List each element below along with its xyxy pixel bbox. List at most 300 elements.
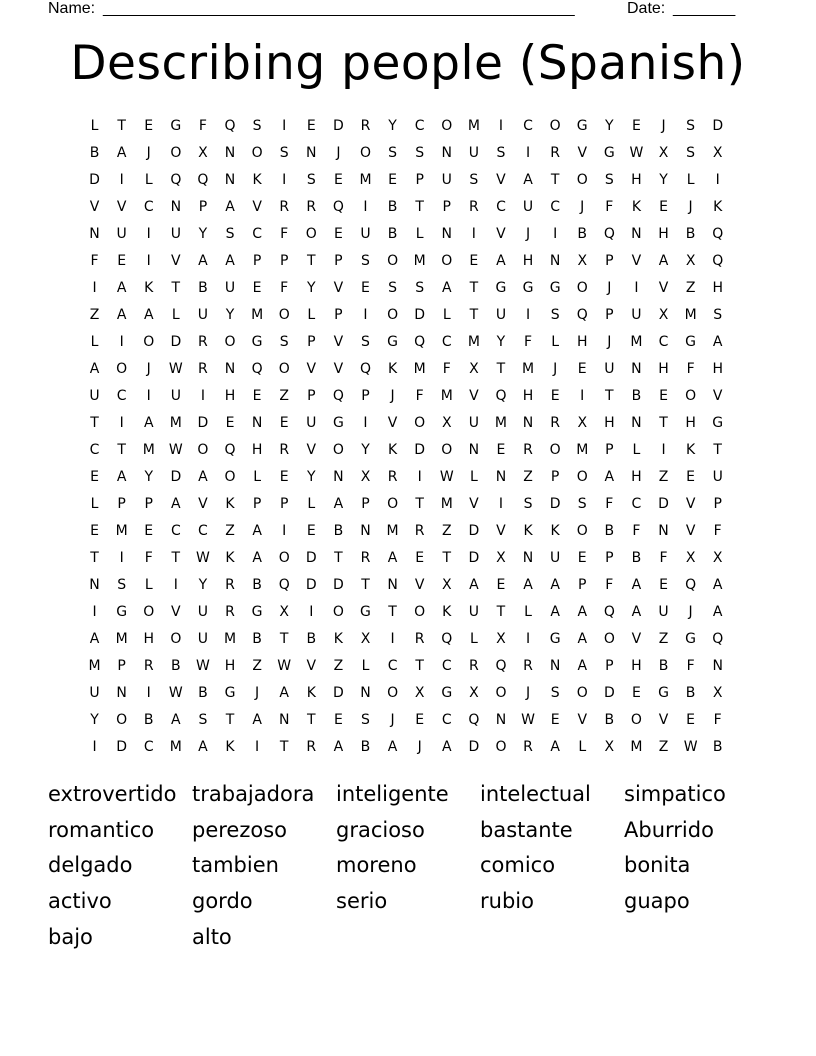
grid-letter[interactable]: F	[198, 118, 207, 134]
grid-letter[interactable]: R	[387, 469, 398, 485]
grid-letter[interactable]: D	[197, 415, 209, 431]
grid-letter[interactable]: R	[225, 604, 235, 620]
grid-letter[interactable]: L	[253, 469, 262, 485]
grid-letter[interactable]: J	[390, 712, 395, 728]
grid-letter[interactable]: E	[333, 712, 343, 728]
grid-letter[interactable]: T	[117, 442, 126, 458]
grid-letter[interactable]: A	[550, 604, 560, 620]
grid-letter[interactable]: J	[607, 280, 612, 296]
grid-letter[interactable]: G	[224, 685, 236, 701]
grid-letter[interactable]: Y	[198, 577, 208, 593]
grid-letter[interactable]: O	[495, 739, 507, 755]
grid-letter[interactable]: S	[361, 712, 370, 728]
grid-letter[interactable]: I	[92, 604, 97, 620]
grid-letter[interactable]: N	[306, 145, 317, 161]
grid-letter[interactable]: W	[196, 550, 210, 566]
grid-letter[interactable]: A	[631, 604, 642, 620]
grid-letter[interactable]: P	[361, 388, 370, 404]
grid-letter[interactable]: A	[171, 496, 181, 512]
grid-letter[interactable]: Y	[144, 469, 154, 485]
grid-letter[interactable]: K	[550, 523, 560, 539]
grid-letter[interactable]: A	[712, 334, 723, 350]
grid-letter[interactable]: P	[605, 658, 614, 674]
grid-letter[interactable]: B	[387, 199, 398, 215]
grid-letter[interactable]: T	[605, 388, 614, 404]
grid-letter[interactable]: N	[549, 253, 561, 269]
grid-letter[interactable]: W	[629, 145, 644, 161]
grid-letter[interactable]: D	[89, 172, 100, 188]
grid-letter[interactable]: R	[225, 577, 235, 593]
grid-letter[interactable]: O	[224, 334, 236, 350]
grid-letter[interactable]: K	[631, 199, 642, 215]
grid-letter[interactable]: G	[603, 145, 615, 161]
grid-letter[interactable]: U	[170, 226, 181, 242]
grid-letter[interactable]: U	[197, 307, 209, 323]
grid-letter[interactable]: K	[713, 199, 723, 215]
grid-letter[interactable]: E	[550, 388, 560, 404]
grid-letter[interactable]: A	[441, 280, 452, 296]
grid-letter[interactable]: T	[225, 712, 235, 728]
grid-letter[interactable]: U	[89, 685, 100, 701]
grid-letter[interactable]: S	[252, 118, 262, 134]
grid-letter[interactable]: X	[658, 307, 669, 323]
grid-letter[interactable]: Z	[685, 280, 696, 296]
grid-letter[interactable]: A	[469, 577, 479, 593]
grid-letter[interactable]: I	[119, 172, 124, 188]
grid-letter[interactable]: F	[713, 712, 722, 728]
grid-letter[interactable]: U	[306, 415, 317, 431]
grid-letter[interactable]: K	[306, 685, 316, 701]
grid-letter[interactable]: A	[550, 739, 560, 755]
grid-letter[interactable]: A	[143, 415, 154, 431]
grid-letter[interactable]: S	[388, 145, 398, 161]
grid-letter[interactable]: Z	[658, 739, 669, 755]
grid-letter[interactable]: I	[498, 496, 504, 512]
grid-letter[interactable]: Q	[359, 361, 371, 377]
grid-letter[interactable]: K	[523, 523, 533, 539]
grid-letter[interactable]: R	[523, 442, 533, 458]
grid-letter[interactable]: P	[605, 442, 614, 458]
grid-letter[interactable]: E	[279, 469, 289, 485]
grid-letter[interactable]: E	[659, 388, 668, 404]
grid-letter[interactable]: J	[146, 361, 151, 377]
grid-letter[interactable]: E	[279, 415, 289, 431]
grid-letter[interactable]: N	[224, 145, 236, 161]
grid-letter[interactable]: N	[495, 469, 507, 485]
grid-letter[interactable]: X	[360, 631, 371, 647]
grid-letter[interactable]: T	[415, 496, 424, 512]
grid-letter[interactable]: P	[198, 199, 208, 215]
grid-letter[interactable]: I	[146, 685, 151, 701]
grid-letter[interactable]: C	[523, 118, 533, 134]
grid-letter[interactable]: I	[119, 550, 124, 566]
grid-letter[interactable]: S	[577, 496, 587, 512]
grid-letter[interactable]: A	[712, 604, 723, 620]
grid-letter[interactable]: H	[522, 253, 534, 269]
grid-letter[interactable]: P	[252, 496, 262, 512]
grid-letter[interactable]: C	[550, 199, 561, 215]
grid-letter[interactable]: E	[550, 712, 560, 728]
grid-letter[interactable]: R	[550, 415, 560, 431]
grid-letter[interactable]: A	[89, 361, 100, 377]
grid-letter[interactable]: W	[277, 658, 292, 674]
grid-letter[interactable]: N	[170, 199, 182, 215]
grid-letter[interactable]: X	[712, 685, 723, 701]
grid-letter[interactable]: X	[577, 415, 588, 431]
grid-letter[interactable]: F	[713, 523, 722, 539]
grid-letter[interactable]: M	[359, 172, 372, 188]
grid-letter[interactable]: G	[441, 685, 453, 701]
grid-letter[interactable]: B	[143, 712, 154, 728]
grid-letter[interactable]: K	[225, 496, 235, 512]
grid-letter[interactable]: A	[116, 307, 127, 323]
grid-letter[interactable]: I	[363, 199, 368, 215]
grid-letter[interactable]: F	[90, 253, 99, 269]
grid-letter[interactable]: M	[115, 523, 128, 539]
grid-letter[interactable]: I	[173, 577, 178, 593]
grid-letter[interactable]: O	[116, 361, 128, 377]
grid-letter[interactable]: O	[116, 712, 128, 728]
grid-letter[interactable]: E	[496, 442, 506, 458]
grid-letter[interactable]: U	[522, 199, 534, 215]
grid-letter[interactable]: G	[251, 334, 263, 350]
grid-letter[interactable]: V	[469, 388, 479, 404]
grid-letter[interactable]: J	[688, 199, 693, 215]
grid-letter[interactable]: R	[468, 199, 479, 215]
grid-letter[interactable]: S	[361, 334, 370, 350]
grid-letter[interactable]: E	[388, 172, 397, 188]
grid-letter[interactable]: P	[605, 307, 614, 323]
grid-letter[interactable]: Z	[523, 469, 533, 485]
grid-letter[interactable]: N	[549, 658, 561, 674]
grid-letter[interactable]: R	[414, 631, 425, 647]
grid-letter[interactable]: X	[496, 631, 506, 647]
grid-letter[interactable]: G	[170, 118, 182, 134]
grid-letter[interactable]: L	[144, 577, 153, 593]
grid-letter[interactable]: U	[224, 280, 236, 296]
grid-letter[interactable]: L	[686, 172, 695, 188]
grid-letter[interactable]: O	[685, 388, 697, 404]
grid-letter[interactable]: N	[468, 442, 480, 458]
grid-letter[interactable]: N	[360, 523, 371, 539]
grid-letter[interactable]: R	[360, 550, 371, 566]
grid-letter[interactable]: R	[198, 361, 208, 377]
grid-letter[interactable]: S	[225, 226, 235, 242]
grid-letter[interactable]: I	[471, 226, 476, 242]
grid-letter[interactable]: E	[333, 172, 343, 188]
grid-letter[interactable]: K	[144, 280, 154, 296]
grid-letter[interactable]: T	[469, 280, 479, 296]
grid-letter[interactable]: I	[92, 739, 97, 755]
grid-letter[interactable]: W	[683, 739, 698, 755]
grid-letter[interactable]: I	[363, 307, 368, 323]
grid-letter[interactable]: M	[440, 496, 453, 512]
grid-letter[interactable]: Y	[307, 469, 316, 485]
grid-letter[interactable]: U	[468, 415, 479, 431]
grid-letter[interactable]: Q	[712, 631, 724, 647]
grid-letter[interactable]: V	[306, 442, 317, 458]
grid-letter[interactable]: V	[469, 496, 479, 512]
grid-letter[interactable]: K	[442, 604, 452, 620]
grid-letter[interactable]: V	[577, 712, 588, 728]
grid-letter[interactable]: S	[279, 145, 289, 161]
grid-letter[interactable]: W	[168, 685, 183, 701]
grid-letter[interactable]: P	[334, 307, 343, 323]
grid-letter[interactable]: O	[305, 226, 317, 242]
grid-letter[interactable]: W	[196, 658, 210, 674]
grid-letter[interactable]: V	[333, 334, 344, 350]
grid-letter[interactable]: D	[658, 496, 669, 512]
grid-letter[interactable]: M	[386, 523, 399, 539]
grid-letter[interactable]: M	[413, 253, 426, 269]
grid-letter[interactable]: E	[90, 469, 99, 485]
grid-letter[interactable]: V	[496, 172, 506, 188]
grid-letter[interactable]: M	[576, 442, 589, 458]
grid-letter[interactable]: Q	[251, 361, 263, 377]
grid-letter[interactable]: U	[197, 631, 209, 647]
grid-letter[interactable]: A	[198, 469, 208, 485]
grid-letter[interactable]: L	[415, 226, 424, 242]
grid-letter[interactable]: J	[553, 361, 558, 377]
grid-letter[interactable]: B	[685, 685, 696, 701]
grid-letter[interactable]: I	[282, 118, 287, 134]
grid-letter[interactable]: M	[169, 415, 182, 431]
grid-letter[interactable]: B	[252, 577, 262, 593]
grid-letter[interactable]: A	[577, 631, 588, 647]
grid-letter[interactable]: H	[712, 361, 723, 377]
grid-letter[interactable]: D	[333, 118, 344, 134]
grid-letter[interactable]: M	[684, 307, 697, 323]
grid-letter[interactable]: E	[686, 712, 696, 728]
grid-letter[interactable]: V	[89, 199, 100, 215]
grid-letter[interactable]: K	[225, 739, 235, 755]
grid-letter[interactable]: K	[225, 550, 235, 566]
grid-letter[interactable]: B	[631, 388, 642, 404]
grid-letter[interactable]: V	[496, 226, 506, 242]
grid-letter[interactable]: C	[143, 739, 154, 755]
grid-letter[interactable]: Y	[198, 226, 208, 242]
grid-letter[interactable]: T	[90, 550, 99, 566]
grid-letter[interactable]: U	[658, 604, 669, 620]
grid-letter[interactable]: D	[414, 442, 426, 458]
grid-letter[interactable]: A	[116, 469, 127, 485]
grid-letter[interactable]: D	[170, 334, 182, 350]
grid-letter[interactable]: C	[89, 442, 100, 458]
grid-letter[interactable]: Q	[332, 199, 344, 215]
grid-letter[interactable]: V	[306, 658, 317, 674]
grid-letter[interactable]: G	[360, 604, 371, 620]
grid-letter[interactable]: B	[604, 523, 615, 539]
grid-letter[interactable]: Q	[468, 712, 480, 728]
grid-letter[interactable]: C	[387, 658, 398, 674]
grid-letter[interactable]: O	[197, 442, 209, 458]
grid-letter[interactable]: Y	[496, 334, 506, 350]
grid-letter[interactable]: C	[658, 334, 669, 350]
grid-letter[interactable]: I	[92, 280, 97, 296]
grid-letter[interactable]: Q	[495, 658, 507, 674]
grid-letter[interactable]: I	[525, 145, 531, 161]
grid-letter[interactable]: A	[198, 739, 208, 755]
grid-letter[interactable]: Y	[361, 442, 370, 458]
grid-letter[interactable]: M	[467, 118, 480, 134]
grid-letter[interactable]: N	[631, 361, 642, 377]
grid-letter[interactable]: R	[523, 739, 533, 755]
grid-letter[interactable]: X	[712, 550, 723, 566]
grid-letter[interactable]: I	[146, 253, 151, 269]
grid-letter[interactable]: I	[498, 118, 504, 134]
grid-letter[interactable]: V	[577, 145, 588, 161]
grid-letter[interactable]: P	[361, 496, 370, 512]
grid-letter[interactable]: A	[333, 496, 344, 512]
grid-letter[interactable]: D	[603, 685, 615, 701]
grid-letter[interactable]: N	[522, 415, 534, 431]
grid-letter[interactable]: P	[144, 496, 153, 512]
grid-letter[interactable]: U	[170, 388, 181, 404]
grid-letter[interactable]: P	[578, 577, 587, 593]
grid-letter[interactable]: J	[525, 226, 531, 242]
grid-letter[interactable]: R	[143, 658, 154, 674]
grid-letter[interactable]: D	[468, 739, 480, 755]
grid-letter[interactable]: N	[522, 550, 534, 566]
grid-letter[interactable]: E	[631, 118, 641, 134]
grid-letter[interactable]: X	[441, 415, 452, 431]
grid-letter[interactable]: Z	[89, 307, 100, 323]
grid-letter[interactable]: C	[198, 523, 208, 539]
grid-letter[interactable]: O	[576, 172, 588, 188]
grid-letter[interactable]: H	[143, 631, 154, 647]
grid-letter[interactable]: V	[306, 361, 317, 377]
grid-letter[interactable]: D	[116, 739, 128, 755]
grid-letter[interactable]: N	[658, 523, 669, 539]
grid-letter[interactable]: T	[117, 118, 126, 134]
grid-letter[interactable]: U	[712, 469, 723, 485]
grid-letter[interactable]: V	[171, 604, 181, 620]
grid-letter[interactable]: X	[712, 145, 723, 161]
grid-letter[interactable]: R	[306, 199, 317, 215]
grid-letter[interactable]: H	[604, 415, 615, 431]
grid-letter[interactable]: F	[280, 280, 289, 296]
grid-letter[interactable]: V	[252, 199, 262, 215]
grid-letter[interactable]: N	[224, 361, 236, 377]
grid-letter[interactable]: A	[116, 145, 127, 161]
grid-letter[interactable]: G	[495, 280, 507, 296]
grid-letter[interactable]: O	[414, 604, 426, 620]
grid-letter[interactable]: D	[414, 307, 426, 323]
grid-letter[interactable]: F	[144, 550, 153, 566]
grid-letter[interactable]: R	[306, 739, 317, 755]
grid-letter[interactable]: G	[549, 631, 561, 647]
grid-letter[interactable]: E	[306, 523, 316, 539]
grid-letter[interactable]: C	[496, 199, 506, 215]
grid-letter[interactable]: P	[117, 496, 126, 512]
grid-letter[interactable]: Z	[252, 658, 262, 674]
grid-letter[interactable]: O	[332, 442, 344, 458]
grid-letter[interactable]: V	[685, 496, 696, 512]
grid-letter[interactable]: J	[146, 145, 151, 161]
grid-letter[interactable]: E	[144, 523, 154, 539]
grid-letter[interactable]: N	[333, 469, 344, 485]
grid-letter[interactable]: V	[414, 577, 425, 593]
grid-letter[interactable]: Q	[603, 604, 615, 620]
grid-letter[interactable]: O	[143, 334, 155, 350]
grid-letter[interactable]: A	[523, 172, 533, 188]
grid-letter[interactable]: R	[279, 199, 290, 215]
grid-letter[interactable]: R	[360, 118, 371, 134]
grid-letter[interactable]: S	[604, 172, 614, 188]
grid-letter[interactable]: R	[414, 523, 425, 539]
grid-letter[interactable]: F	[415, 388, 424, 404]
grid-letter[interactable]: I	[553, 226, 558, 242]
grid-letter[interactable]: R	[550, 145, 560, 161]
grid-letter[interactable]: A	[225, 253, 235, 269]
grid-letter[interactable]: D	[468, 523, 480, 539]
grid-letter[interactable]: L	[632, 442, 641, 458]
grid-letter[interactable]: P	[279, 253, 289, 269]
grid-letter[interactable]: J	[336, 145, 341, 161]
grid-letter[interactable]: F	[442, 361, 451, 377]
grid-letter[interactable]: L	[307, 496, 316, 512]
grid-letter[interactable]: B	[685, 226, 696, 242]
grid-letter[interactable]: K	[387, 361, 398, 377]
grid-letter[interactable]: L	[171, 307, 180, 323]
grid-letter[interactable]: U	[468, 604, 479, 620]
grid-letter[interactable]: H	[658, 361, 669, 377]
grid-letter[interactable]: G	[712, 415, 724, 431]
grid-letter[interactable]: Z	[225, 523, 235, 539]
grid-letter[interactable]: S	[361, 253, 370, 269]
grid-letter[interactable]: V	[333, 280, 344, 296]
grid-letter[interactable]: T	[415, 658, 424, 674]
grid-letter[interactable]: O	[441, 442, 453, 458]
grid-letter[interactable]: N	[712, 658, 723, 674]
grid-letter[interactable]: F	[686, 658, 695, 674]
grid-letter[interactable]: Q	[224, 442, 236, 458]
grid-letter[interactable]: F	[605, 577, 614, 593]
grid-letter[interactable]: N	[89, 226, 100, 242]
grid-letter[interactable]: H	[631, 658, 642, 674]
grid-letter[interactable]: O	[251, 145, 263, 161]
grid-letter[interactable]: S	[686, 145, 696, 161]
grid-letter[interactable]: S	[415, 280, 425, 296]
grid-letter[interactable]: E	[659, 199, 668, 215]
grid-letter[interactable]: L	[578, 739, 587, 755]
grid-letter[interactable]: T	[415, 199, 424, 215]
grid-letter[interactable]: P	[415, 172, 424, 188]
grid-letter[interactable]: E	[252, 280, 262, 296]
grid-letter[interactable]: Q	[685, 577, 697, 593]
grid-letter[interactable]: J	[688, 604, 693, 620]
grid-letter[interactable]: H	[576, 334, 588, 350]
grid-letter[interactable]: K	[333, 631, 343, 647]
grid-letter[interactable]: A	[143, 307, 154, 323]
grid-letter[interactable]: O	[278, 550, 290, 566]
grid-letter[interactable]: Y	[605, 118, 614, 134]
grid-letter[interactable]: O	[278, 307, 290, 323]
grid-letter[interactable]: O	[170, 631, 182, 647]
grid-letter[interactable]: M	[440, 388, 453, 404]
grid-letter[interactable]: L	[469, 469, 478, 485]
grid-letter[interactable]: C	[441, 712, 452, 728]
grid-letter[interactable]: M	[494, 415, 507, 431]
grid-letter[interactable]: S	[415, 145, 425, 161]
grid-letter[interactable]: R	[198, 334, 208, 350]
grid-letter[interactable]: N	[360, 685, 371, 701]
grid-letter[interactable]: P	[442, 199, 451, 215]
grid-letter[interactable]: S	[279, 334, 289, 350]
grid-letter[interactable]: H	[712, 280, 723, 296]
grid-letter[interactable]: D	[468, 550, 480, 566]
grid-letter[interactable]: T	[307, 253, 316, 269]
